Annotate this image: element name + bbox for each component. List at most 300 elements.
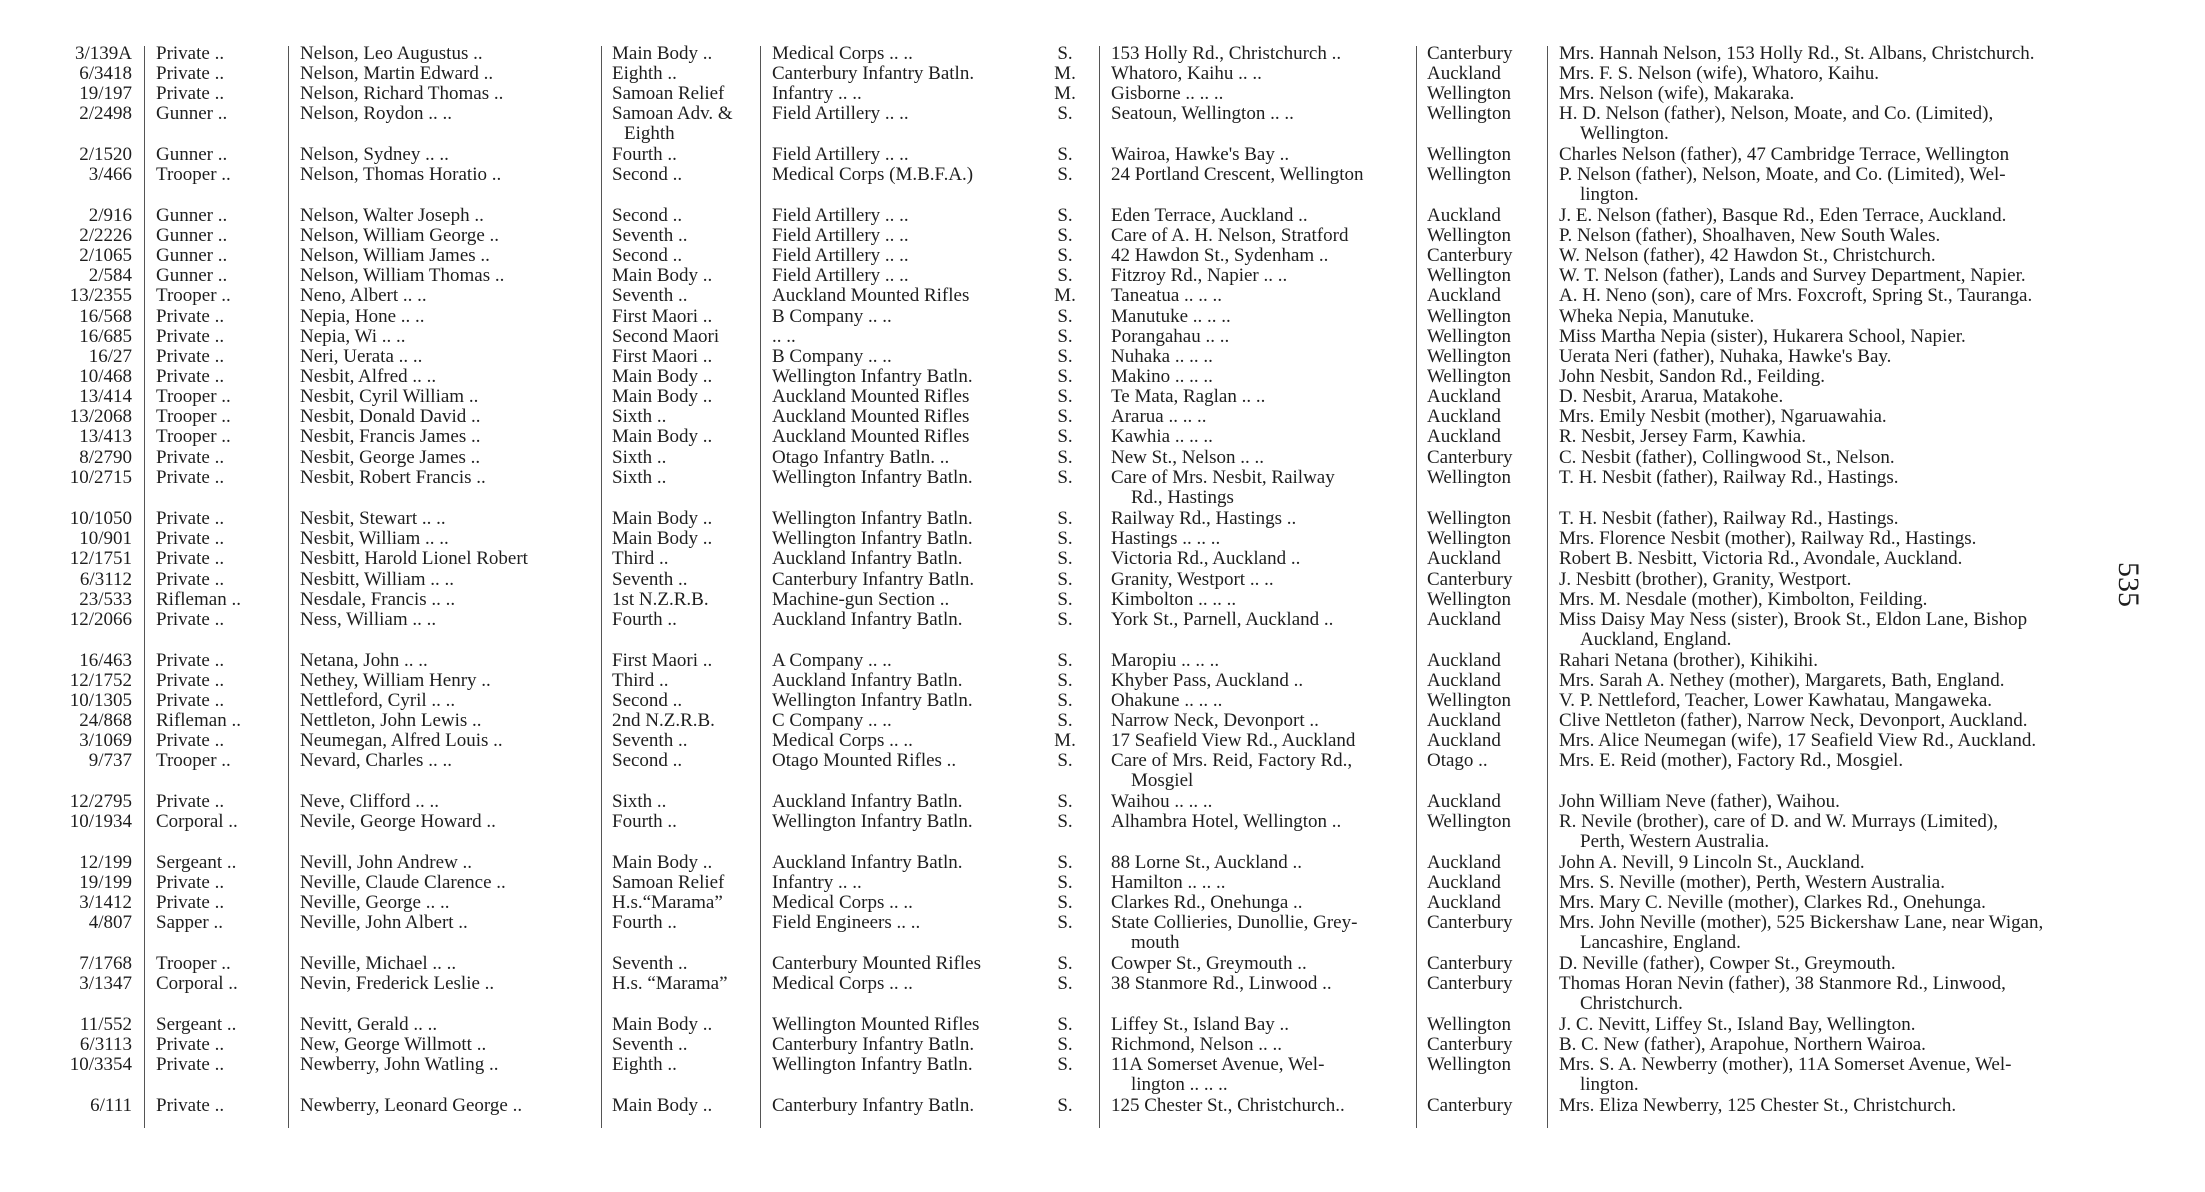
cell-regn: 13/2068	[69, 406, 132, 427]
cell-kin2: Wellington.	[1580, 123, 1669, 144]
cell-kin: John Nesbit, Sandon Rd., Feilding.	[1559, 366, 1826, 387]
cell-name: Nesbit, Cyril William ..	[300, 386, 479, 407]
cell-kin: Mrs. Eliza Newberry, 125 Chester St., Christchurch.	[1559, 1095, 1957, 1116]
cell-corps: Field Artillery .. ..	[772, 205, 909, 226]
cell-unit: Main Body ..	[612, 1014, 713, 1035]
cell-name: Nelson, Sydney .. ..	[300, 144, 449, 165]
cell-addr: 38 Stanmore Rd., Linwood ..	[1111, 973, 1332, 994]
cell-addr: Nuhaka .. .. ..	[1111, 346, 1213, 367]
cell-regn: 19/199	[79, 872, 132, 893]
cell-kin: R. Nesbit, Jersey Farm, Kawhia.	[1559, 426, 1806, 447]
cell-regn: 3/1347	[79, 973, 132, 994]
cell-corps: Medical Corps .. ..	[772, 892, 913, 913]
cell-regn: 16/685	[79, 326, 132, 347]
cell-kin: B. C. New (father), Arapohue, Northern Wairoa.	[1559, 1034, 1926, 1055]
cell-ms: M.	[1054, 730, 1076, 751]
cell-dist: Auckland	[1427, 63, 1501, 84]
cell-unit: Second ..	[612, 245, 683, 266]
cell-regn: 10/1050	[69, 508, 132, 529]
cell-rank: Gunner ..	[156, 103, 228, 124]
cell-corps: A Company .. ..	[772, 650, 892, 671]
cell-dist: Wellington	[1427, 83, 1511, 104]
cell-kin2: lington.	[1580, 1074, 1639, 1095]
cell-regn: 6/3418	[79, 63, 132, 84]
cell-name: Ness, William .. ..	[300, 609, 437, 630]
cell-corps: Otago Infantry Batln. ..	[772, 447, 950, 468]
cell-kin: Mrs. S. A. Newberry (mother), 11A Somerset Avenue, Wel-	[1559, 1054, 2012, 1075]
cell-addr: Care of A. H. Nelson, Stratford	[1111, 225, 1349, 246]
cell-ms: S.	[1057, 265, 1073, 286]
cell-ms: S.	[1057, 569, 1073, 590]
cell-name: Nesbit, Robert Francis ..	[300, 467, 486, 488]
cell-kin2: lington.	[1580, 184, 1639, 205]
cell-unit: Third ..	[612, 670, 669, 691]
cell-dist: Wellington	[1427, 144, 1511, 165]
cell-rank: Private ..	[156, 609, 225, 630]
cell-unit: Seventh ..	[612, 730, 688, 751]
cell-dist: Canterbury	[1427, 912, 1513, 933]
cell-unit: Seventh ..	[612, 285, 688, 306]
cell-ms: S.	[1057, 144, 1073, 165]
cell-kin: P. Nelson (father), Nelson, Moate, and Co. (Limited), Wel-	[1559, 164, 2006, 185]
cell-unit: Fourth ..	[612, 811, 677, 832]
cell-addr: Makino .. .. ..	[1111, 366, 1213, 387]
cell-rank: Private ..	[156, 650, 225, 671]
cell-kin: John William Neve (father), Waihou.	[1559, 791, 1840, 812]
cell-regn: 19/197	[79, 83, 132, 104]
cell-name: Neville, Claude Clarence ..	[300, 872, 506, 893]
cell-corps: Medical Corps .. ..	[772, 973, 913, 994]
cell-name: Nettleford, Cyril .. ..	[300, 690, 456, 711]
cell-name: Nevitt, Gerald .. ..	[300, 1014, 438, 1035]
cell-regn: 12/2795	[69, 791, 132, 812]
cell-addr: Ohakune .. .. ..	[1111, 690, 1223, 711]
cell-kin: Rahari Netana (brother), Kihikihi.	[1559, 650, 1819, 671]
cell-addr: Victoria Rd., Auckland ..	[1111, 548, 1301, 569]
cell-unit: Main Body ..	[612, 265, 713, 286]
cell-corps: Auckland Mounted Rifles	[772, 426, 970, 447]
cell-addr: Railway Rd., Hastings ..	[1111, 508, 1297, 529]
cell-kin: Mrs. Alice Neumegan (wife), 17 Seafield View Rd., Auckland.	[1559, 730, 2037, 751]
cell-rank: Rifleman ..	[156, 710, 241, 731]
cell-corps: Auckland Mounted Rifles	[772, 285, 970, 306]
cell-dist: Wellington	[1427, 811, 1511, 832]
cell-addr2: Mosgiel	[1131, 770, 1194, 791]
cell-rank: Trooper ..	[156, 406, 231, 427]
cell-kin: Miss Martha Nepia (sister), Hukarera School, Napier.	[1559, 326, 1966, 347]
column-rule	[288, 46, 289, 1128]
cell-ms: S.	[1057, 1095, 1073, 1116]
cell-regn: 16/568	[79, 306, 132, 327]
cell-addr: Waihou .. .. ..	[1111, 791, 1213, 812]
cell-ms: S.	[1057, 386, 1073, 407]
cell-unit: Seventh ..	[612, 225, 688, 246]
cell-addr: New St., Nelson .. ..	[1111, 447, 1265, 468]
cell-regn: 12/1751	[69, 548, 132, 569]
cell-corps: Infantry .. ..	[772, 872, 862, 893]
cell-name: Neville, Michael .. ..	[300, 953, 457, 974]
cell-addr: Khyber Pass, Auckland ..	[1111, 670, 1304, 691]
cell-dist: Auckland	[1427, 670, 1501, 691]
cell-ms: S.	[1057, 43, 1073, 64]
cell-rank: Gunner ..	[156, 225, 228, 246]
cell-regn: 10/901	[79, 528, 132, 549]
cell-ms: S.	[1057, 811, 1073, 832]
cell-regn: 10/2715	[69, 467, 132, 488]
cell-ms: S.	[1057, 690, 1073, 711]
cell-kin: Mrs. M. Nesdale (mother), Kimbolton, Feilding.	[1559, 589, 1928, 610]
cell-unit: Fourth ..	[612, 912, 677, 933]
cell-unit: Second ..	[612, 164, 683, 185]
cell-corps: Otago Mounted Rifles ..	[772, 750, 957, 771]
cell-kin: Mrs. Emily Nesbit (mother), Ngaruawahia.	[1559, 406, 1887, 427]
cell-name: Nepia, Hone .. ..	[300, 306, 425, 327]
cell-rank: Private ..	[156, 791, 225, 812]
cell-kin2: Christchurch.	[1580, 993, 1683, 1014]
cell-kin: D. Nesbit, Ararua, Matakohe.	[1559, 386, 1784, 407]
cell-rank: Private ..	[156, 872, 225, 893]
cell-corps: Wellington Infantry Batln.	[772, 811, 973, 832]
cell-addr: Richmond, Nelson .. ..	[1111, 1034, 1282, 1055]
cell-corps: Medical Corps .. ..	[772, 730, 913, 751]
cell-ms: S.	[1057, 426, 1073, 447]
cell-regn: 16/27	[88, 346, 132, 367]
cell-regn: 3/466	[88, 164, 132, 185]
cell-unit: H.s. “Marama”	[612, 973, 728, 994]
cell-addr: Alhambra Hotel, Wellington ..	[1111, 811, 1342, 832]
cell-unit: Seventh ..	[612, 569, 688, 590]
cell-ms: S.	[1057, 609, 1073, 630]
cell-regn: 2/2498	[79, 103, 132, 124]
cell-name: Nelson, Roydon .. ..	[300, 103, 452, 124]
cell-rank: Private ..	[156, 1095, 225, 1116]
cell-dist: Wellington	[1427, 528, 1511, 549]
cell-kin: J. C. Nevitt, Liffey St., Island Bay, Wellington.	[1559, 1014, 1916, 1035]
cell-corps: Field Artillery .. ..	[772, 225, 909, 246]
cell-addr: Taneatua .. .. ..	[1111, 285, 1223, 306]
cell-addr2: lington .. .. ..	[1131, 1074, 1228, 1095]
cell-rank: Gunner ..	[156, 144, 228, 165]
cell-rank: Sapper ..	[156, 912, 224, 933]
cell-rank: Private ..	[156, 670, 225, 691]
cell-addr: 11A Somerset Avenue, Wel-	[1111, 1054, 1325, 1075]
cell-rank: Private ..	[156, 467, 225, 488]
cell-dist: Auckland	[1427, 892, 1501, 913]
cell-ms: S.	[1057, 1034, 1073, 1055]
cell-unit: Sixth ..	[612, 447, 667, 468]
cell-ms: S.	[1057, 548, 1073, 569]
cell-name: Nelson, William James ..	[300, 245, 490, 266]
cell-rank: Gunner ..	[156, 265, 228, 286]
cell-ms: S.	[1057, 528, 1073, 549]
cell-rank: Trooper ..	[156, 426, 231, 447]
cell-dist: Auckland	[1427, 205, 1501, 226]
cell-corps: Auckland Infantry Batln.	[772, 791, 963, 812]
cell-unit: Main Body ..	[612, 43, 713, 64]
cell-kin: Mrs. Hannah Nelson, 153 Holly Rd., St. Albans, Christchurch.	[1559, 43, 2035, 64]
column-rule	[1416, 46, 1417, 1128]
cell-name: Nethey, William Henry ..	[300, 670, 491, 691]
cell-kin: T. H. Nesbit (father), Railway Rd., Hastings.	[1559, 508, 1899, 529]
cell-dist: Wellington	[1427, 366, 1511, 387]
cell-unit: Samoan Relief	[612, 83, 725, 104]
cell-unit2: Eighth	[624, 123, 675, 144]
cell-rank: Trooper ..	[156, 164, 231, 185]
cell-unit: 1st N.Z.R.B.	[612, 589, 709, 610]
cell-name: Nevard, Charles .. ..	[300, 750, 452, 771]
cell-name: Nelson, Martin Edward ..	[300, 63, 494, 84]
cell-dist: Canterbury	[1427, 953, 1513, 974]
cell-rank: Private ..	[156, 892, 225, 913]
cell-rank: Corporal ..	[156, 811, 238, 832]
cell-unit: Second Maori	[612, 326, 720, 347]
cell-corps: Medical Corps .. ..	[772, 43, 913, 64]
cell-dist: Auckland	[1427, 609, 1501, 630]
cell-unit: Fourth ..	[612, 144, 677, 165]
column-rule	[1099, 46, 1100, 1128]
cell-kin: Mrs. Florence Nesbit (mother), Railway Rd., Hastings.	[1559, 528, 1977, 549]
cell-rank: Trooper ..	[156, 953, 231, 974]
cell-dist: Auckland	[1427, 852, 1501, 873]
cell-dist: Auckland	[1427, 548, 1501, 569]
cell-ms: S.	[1057, 346, 1073, 367]
cell-regn: 12/2066	[69, 609, 132, 630]
cell-unit: H.s.“Marama”	[612, 892, 723, 913]
cell-rank: Rifleman ..	[156, 589, 241, 610]
cell-regn: 23/533	[79, 589, 132, 610]
cell-regn: 11/552	[79, 1014, 132, 1035]
cell-ms: M.	[1054, 63, 1076, 84]
cell-rank: Private ..	[156, 528, 225, 549]
cell-kin: Mrs. John Neville (mother), 525 Bickershaw Lane, near Wigan,	[1559, 912, 2044, 933]
cell-corps: Infantry .. ..	[772, 83, 862, 104]
cell-kin: Mrs. Sarah A. Nethey (mother), Margarets, Bath, England.	[1559, 670, 2005, 691]
cell-corps: .. ..	[772, 326, 796, 347]
cell-dist: Wellington	[1427, 265, 1511, 286]
cell-dist: Wellington	[1427, 467, 1511, 488]
cell-name: Nelson, Walter Joseph ..	[300, 205, 484, 226]
cell-unit: Eighth ..	[612, 63, 677, 84]
cell-ms: S.	[1057, 326, 1073, 347]
cell-rank: Private ..	[156, 548, 225, 569]
cell-corps: Field Artillery .. ..	[772, 265, 909, 286]
cell-corps: Canterbury Infantry Batln.	[772, 1095, 975, 1116]
cell-kin: H. D. Nelson (father), Nelson, Moate, and Co. (Limited),	[1559, 103, 1994, 124]
cell-unit: Main Body ..	[612, 1095, 713, 1116]
cell-addr: 24 Portland Crescent, Wellington	[1111, 164, 1364, 185]
cell-addr: Wairoa, Hawke's Bay ..	[1111, 144, 1290, 165]
cell-rank: Private ..	[156, 569, 225, 590]
cell-kin2: Perth, Western Australia.	[1580, 831, 1770, 852]
cell-regn: 2/584	[88, 265, 132, 286]
cell-name: Nesbit, George James ..	[300, 447, 481, 468]
column-rule	[760, 46, 761, 1128]
cell-ms: S.	[1057, 710, 1073, 731]
cell-dist: Auckland	[1427, 730, 1501, 751]
cell-corps: Auckland Infantry Batln.	[772, 852, 963, 873]
cell-ms: S.	[1057, 1054, 1073, 1075]
cell-ms: S.	[1057, 306, 1073, 327]
cell-ms: S.	[1057, 750, 1073, 771]
cell-corps: Canterbury Mounted Rifles	[772, 953, 981, 974]
cell-dist: Auckland	[1427, 710, 1501, 731]
cell-regn: 4/807	[88, 912, 132, 933]
cell-dist: Wellington	[1427, 346, 1511, 367]
cell-addr: Kawhia .. .. ..	[1111, 426, 1213, 447]
cell-unit: Main Body ..	[612, 386, 713, 407]
cell-dist: Canterbury	[1427, 43, 1513, 64]
cell-unit: First Maori ..	[612, 306, 713, 327]
cell-name: Nesbit, Donald David ..	[300, 406, 481, 427]
cell-rank: Private ..	[156, 730, 225, 751]
cell-rank: Private ..	[156, 1054, 225, 1075]
cell-kin: Mrs. E. Reid (mother), Factory Rd., Mosgiel.	[1559, 750, 1904, 771]
cell-rank: Private ..	[156, 83, 225, 104]
cell-kin: Uerata Neri (father), Nuhaka, Hawke's Bay.	[1559, 346, 1892, 367]
cell-unit: Main Body ..	[612, 508, 713, 529]
cell-kin: Mrs. S. Neville (mother), Perth, Western Australia.	[1559, 872, 1945, 893]
cell-unit: Samoan Adv. &	[612, 103, 733, 124]
cell-corps: Wellington Infantry Batln.	[772, 467, 973, 488]
cell-dist: Canterbury	[1427, 245, 1513, 266]
cell-regn: 2/1065	[79, 245, 132, 266]
cell-kin: Miss Daisy May Ness (sister), Brook St., Eldon Lane, Bishop	[1559, 609, 2028, 630]
cell-kin: Charles Nelson (father), 47 Cambridge Terrace, Wellington	[1559, 144, 2010, 165]
cell-rank: Private ..	[156, 690, 225, 711]
cell-corps: Auckland Infantry Batln.	[772, 548, 963, 569]
cell-addr: 17 Seafield View Rd., Auckland	[1111, 730, 1356, 751]
cell-unit: Main Body ..	[612, 426, 713, 447]
cell-addr: Hamilton .. .. ..	[1111, 872, 1226, 893]
cell-dist: Canterbury	[1427, 1034, 1513, 1055]
cell-addr2: mouth	[1131, 932, 1180, 953]
cell-ms: S.	[1057, 1014, 1073, 1035]
cell-corps: Auckland Mounted Rifles	[772, 386, 970, 407]
cell-unit: Third ..	[612, 548, 669, 569]
cell-rank: Private ..	[156, 63, 225, 84]
cell-ms: S.	[1057, 650, 1073, 671]
cell-addr: 125 Chester St., Christchurch..	[1111, 1095, 1345, 1116]
cell-kin: Wheka Nepia, Manutuke.	[1559, 306, 1755, 327]
cell-name: Nepia, Wi .. ..	[300, 326, 406, 347]
cell-dist: Wellington	[1427, 1014, 1511, 1035]
cell-corps: Field Engineers .. ..	[772, 912, 921, 933]
cell-regn: 10/1305	[69, 690, 132, 711]
cell-ms: S.	[1057, 245, 1073, 266]
cell-dist: Canterbury	[1427, 447, 1513, 468]
cell-corps: Wellington Infantry Batln.	[772, 528, 973, 549]
cell-regn: 10/1934	[69, 811, 132, 832]
cell-regn: 8/2790	[79, 447, 132, 468]
cell-regn: 16/463	[79, 650, 132, 671]
cell-ms: S.	[1057, 973, 1073, 994]
cell-dist: Wellington	[1427, 164, 1511, 185]
cell-addr: Clarkes Rd., Onehunga ..	[1111, 892, 1303, 913]
cell-ms: M.	[1054, 83, 1076, 104]
cell-addr: Fitzroy Rd., Napier .. ..	[1111, 265, 1288, 286]
cell-regn: 6/3113	[79, 1034, 132, 1055]
cell-dist: Auckland	[1427, 406, 1501, 427]
cell-unit: Sixth ..	[612, 791, 667, 812]
cell-corps: Auckland Infantry Batln.	[772, 609, 963, 630]
cell-dist: Canterbury	[1427, 973, 1513, 994]
cell-dist: Wellington	[1427, 690, 1511, 711]
page-number: 535	[2112, 562, 2145, 607]
cell-unit: Main Body ..	[612, 366, 713, 387]
cell-kin: J. Nesbitt (brother), Granity, Westport.	[1559, 569, 1852, 590]
cell-name: Neumegan, Alfred Louis ..	[300, 730, 503, 751]
cell-kin: Clive Nettleton (father), Narrow Neck, Devonport, Auckland.	[1559, 710, 2028, 731]
cell-dist: Wellington	[1427, 326, 1511, 347]
cell-dist: Auckland	[1427, 650, 1501, 671]
cell-dist: Auckland	[1427, 386, 1501, 407]
cell-rank: Private ..	[156, 508, 225, 529]
column-rule	[1547, 46, 1548, 1128]
cell-corps: Auckland Infantry Batln.	[772, 670, 963, 691]
cell-ms: S.	[1057, 366, 1073, 387]
cell-addr: Whatoro, Kaihu .. ..	[1111, 63, 1262, 84]
cell-dist: Canterbury	[1427, 569, 1513, 590]
cell-addr: 88 Lorne St., Auckland ..	[1111, 852, 1303, 873]
cell-name: New, George Willmott ..	[300, 1034, 487, 1055]
cell-regn: 13/413	[79, 426, 132, 447]
cell-dist: Wellington	[1427, 508, 1511, 529]
cell-rank: Gunner ..	[156, 205, 228, 226]
cell-kin: Thomas Horan Nevin (father), 38 Stanmore Rd., Linwood,	[1559, 973, 2006, 994]
cell-name: Nevile, George Howard ..	[300, 811, 496, 832]
cell-ms: S.	[1057, 406, 1073, 427]
cell-ms: S.	[1057, 892, 1073, 913]
cell-corps: Machine-gun Section ..	[772, 589, 950, 610]
cell-unit: First Maori ..	[612, 650, 713, 671]
cell-ms: S.	[1057, 791, 1073, 812]
cell-kin: J. E. Nelson (father), Basque Rd., Eden Terrace, Auckland.	[1559, 205, 2007, 226]
cell-regn: 13/414	[79, 386, 132, 407]
cell-unit: Second ..	[612, 750, 683, 771]
cell-kin: W. Nelson (father), 42 Hawdon St., Christchurch.	[1559, 245, 1936, 266]
cell-regn: 2/916	[88, 205, 132, 226]
cell-regn: 12/1752	[69, 670, 132, 691]
cell-addr: Liffey St., Island Bay ..	[1111, 1014, 1290, 1035]
cell-dist: Wellington	[1427, 225, 1511, 246]
cell-name: Nesbit, Alfred .. ..	[300, 366, 437, 387]
cell-ms: S.	[1057, 670, 1073, 691]
cell-rank: Private ..	[156, 447, 225, 468]
cell-kin: D. Neville (father), Cowper St., Greymouth.	[1559, 953, 1896, 974]
cell-regn: 2/2226	[79, 225, 132, 246]
cell-addr: Granity, Westport .. ..	[1111, 569, 1274, 590]
cell-kin: C. Nesbit (father), Collingwood St., Nelson.	[1559, 447, 1895, 468]
cell-kin: R. Nevile (brother), care of D. and W. Murrays (Limited),	[1559, 811, 1998, 832]
cell-corps: Medical Corps (M.B.F.A.)	[772, 164, 974, 185]
cell-rank: Private ..	[156, 1034, 225, 1055]
cell-ms: S.	[1057, 852, 1073, 873]
cell-name: Nesbit, Stewart .. ..	[300, 508, 446, 529]
cell-corps: Wellington Infantry Batln.	[772, 508, 973, 529]
cell-unit: Sixth ..	[612, 467, 667, 488]
cell-kin: Robert B. Nesbitt, Victoria Rd., Avondale, Auckland.	[1559, 548, 1963, 569]
cell-name: Netana, John .. ..	[300, 650, 428, 671]
cell-dist: Otago ..	[1427, 750, 1488, 771]
cell-addr2: Rd., Hastings	[1131, 487, 1234, 508]
cell-addr: York St., Parnell, Auckland ..	[1111, 609, 1334, 630]
cell-rank: Sergeant ..	[156, 852, 237, 873]
cell-ms: S.	[1057, 103, 1073, 124]
cell-dist: Auckland	[1427, 285, 1501, 306]
cell-dist: Wellington	[1427, 1054, 1511, 1075]
cell-name: Nesbit, William .. ..	[300, 528, 449, 549]
cell-name: Nelson, William George ..	[300, 225, 500, 246]
